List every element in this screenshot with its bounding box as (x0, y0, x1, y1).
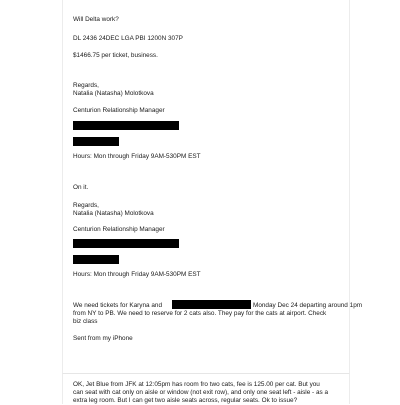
reply-line: On it. (73, 184, 89, 191)
signature-title: Centurion Relationship Manager (73, 226, 165, 233)
redaction-bar (172, 300, 251, 309)
signature-regards: Regards, (73, 82, 99, 89)
question-line: Will Delta work? (73, 16, 119, 23)
sent-from-line: Sent from my iPhone (73, 335, 133, 342)
redaction-bar (73, 239, 179, 248)
next-page-line-1: OK, Jet Blue from JFK at 12:05pm has room fro two cats, fee is 125.00 per cat. But you (73, 381, 320, 388)
signature-name: Natalia (Natasha) Molotkova (73, 90, 154, 97)
next-page-line-2: can seat with cat only on aisle or window (not exit row), and only one seat left - aisle - as a (73, 389, 329, 396)
signature-hours: Hours: Mon through Friday 9AM-530PM EST (73, 271, 201, 278)
signature-name: Natalia (Natasha) Molotkova (73, 210, 154, 217)
request-line-3: biz class (73, 318, 98, 325)
signature-regards: Regards, (73, 202, 99, 209)
redaction-bar (73, 121, 179, 130)
request-line-1-end: Monday Dec 24 departing around 1pm (253, 302, 363, 309)
redaction-bar (73, 255, 119, 264)
document-page-1 (62, 0, 363, 374)
request-line-1-start: We need tickets for Karyna and (73, 302, 163, 309)
signature-title: Centurion Relationship Manager (73, 107, 165, 114)
redaction-bar (73, 137, 119, 146)
request-line-2: from NY to PB. We need to reserve for 2 cats also. They pay for the cats at airport. Check (73, 310, 327, 317)
next-page-line-3: extra leg room. But I can get two aisle seats across, regular seats. Ok to issue? (73, 397, 298, 404)
flight-line: DL 2436 24DEC LGA PBI 1200N 307P (73, 35, 183, 42)
signature-hours: Hours: Mon through Friday 9AM-530PM EST (73, 153, 201, 160)
price-line: $1466.75 per ticket, business. (73, 52, 158, 59)
